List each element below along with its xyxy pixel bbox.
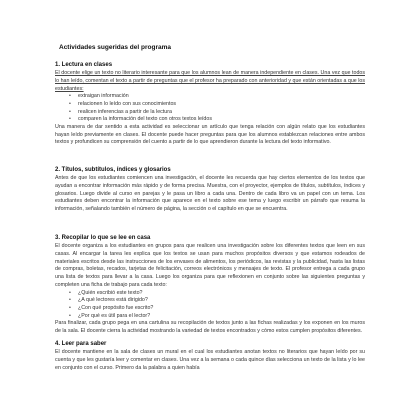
section-lectura-en-clases: [55, 62, 365, 147]
list-item: • ¿Quién escribió este texto?: [69, 290, 365, 298]
section-leer-para-saber: [55, 341, 365, 372]
section-body: El docente mantiene en la sala de clases un mural en el cual los estudiantes anotan textos no literarios que hayan leído por su cuenta y que les gustaría leer y comentar en clases. Una vez a la semana o cada quince días selecciona un texto de la lista y lo lee en conjunto con el curso. Primero da la palabra a quien había: [55, 349, 365, 371]
list-item: • ¿A qué lectores está dirigido?: [69, 297, 365, 305]
list-item: • ¿Por qué es útil para el lector?: [69, 313, 365, 321]
section-intro: El docente elige un texto no literario interesante para que los alumnos lean de manera independiente en clases. Una vez que todos lo han leído, comentan el texto a partir de preguntas que el profesor ha preparado con anterioridad y que están orientadas a que los estudiantes:: [55, 70, 365, 92]
section-heading: 3. Recopilar lo que se lee en casa: [55, 235, 151, 241]
list-item: • extraigan información: [69, 93, 365, 101]
section-heading: 2. Títulos, subtítulos, índices y glosarios: [55, 167, 171, 173]
section-recopilar-lecturas: [55, 235, 365, 336]
section-body: Antes de que los estudiantes comiencen una investigación, el docente les recuerda que hay ciertos elementos de los textos que ayudan a encontrar información más rápido y de forma precisa. Muestra, con el proyector, ejemplos de títulos, subtítulos, índices y glosarios. Luego divide al curso en parejas y le pasa un libro a cada una. Dentro de cada libro va un papel con un tema. Los estudiantes deben encontrar la información que aparece en el texto sobre ese tema y luego escribir un párrafo que resuma la información, señalando también el número de página, la sección o el capítulo en que se encuentra.: [55, 175, 365, 213]
bullet-list: [55, 290, 365, 320]
document-title: Actividades sugeridas del programa: [59, 44, 171, 51]
section-body: El docente organiza a los estudiantes en grupos para que realicen una investigación sobre los diferentes textos que leen en sus casas. Al encargar la tarea les explica que los textos se usan para muchos propósitos diversos y que estamos rodeados de materiales escritos desde las instrucciones de los envases de alimentos, los periódicos, las revistas y la publicidad, hasta las listas de compras, boletas, recados, tarjetas de felicitación, correos electrónicos y mensajes de texto. El profesor entrega a cada grupo una lista de textos para llevar a la casa. Luego los organiza para que reflexionen en conjunto sobre las siguientes preguntas y completen una ficha de trabajo para cada texto:: [55, 243, 365, 288]
section-body-closing: Para finalizar, cada grupo pega en una cartulina su recopilación de textos junto a las fichas realizadas y los exponen en los muros de la sala. El docente cierra la actividad mostrando la variedad de textos encontrados y cómo estos cumplen propósitos diferentes.: [55, 320, 365, 334]
bullet-list: [55, 93, 365, 123]
list-item: • comparen la información del texto con otros textos leídos: [69, 116, 365, 124]
section-heading: 1. Lectura en clases: [55, 62, 113, 68]
section-heading: 4. Leer para saber: [55, 341, 107, 347]
section-titulos-subtitulos: [55, 167, 365, 214]
list-item: • realicen inferencias a partir de la lectura: [69, 109, 365, 117]
list-item: • ¿Con qué propósito fue escrito?: [69, 305, 365, 313]
section-body: Una manera de dar sentido a esta actividad es seleccionar un artículo que tenga relación con algún relato que los estudiantes hayan leído previamente en clases. El docente puede hacer preguntas para que los alumnos establezcan relaciones entre ambos textos y profundicen su comprensión del cuento a partir de lo que aprendieron durante la lectura del texto informativo.: [55, 123, 365, 146]
list-item: • relacionen lo leído con sus conocimientos: [69, 101, 365, 109]
